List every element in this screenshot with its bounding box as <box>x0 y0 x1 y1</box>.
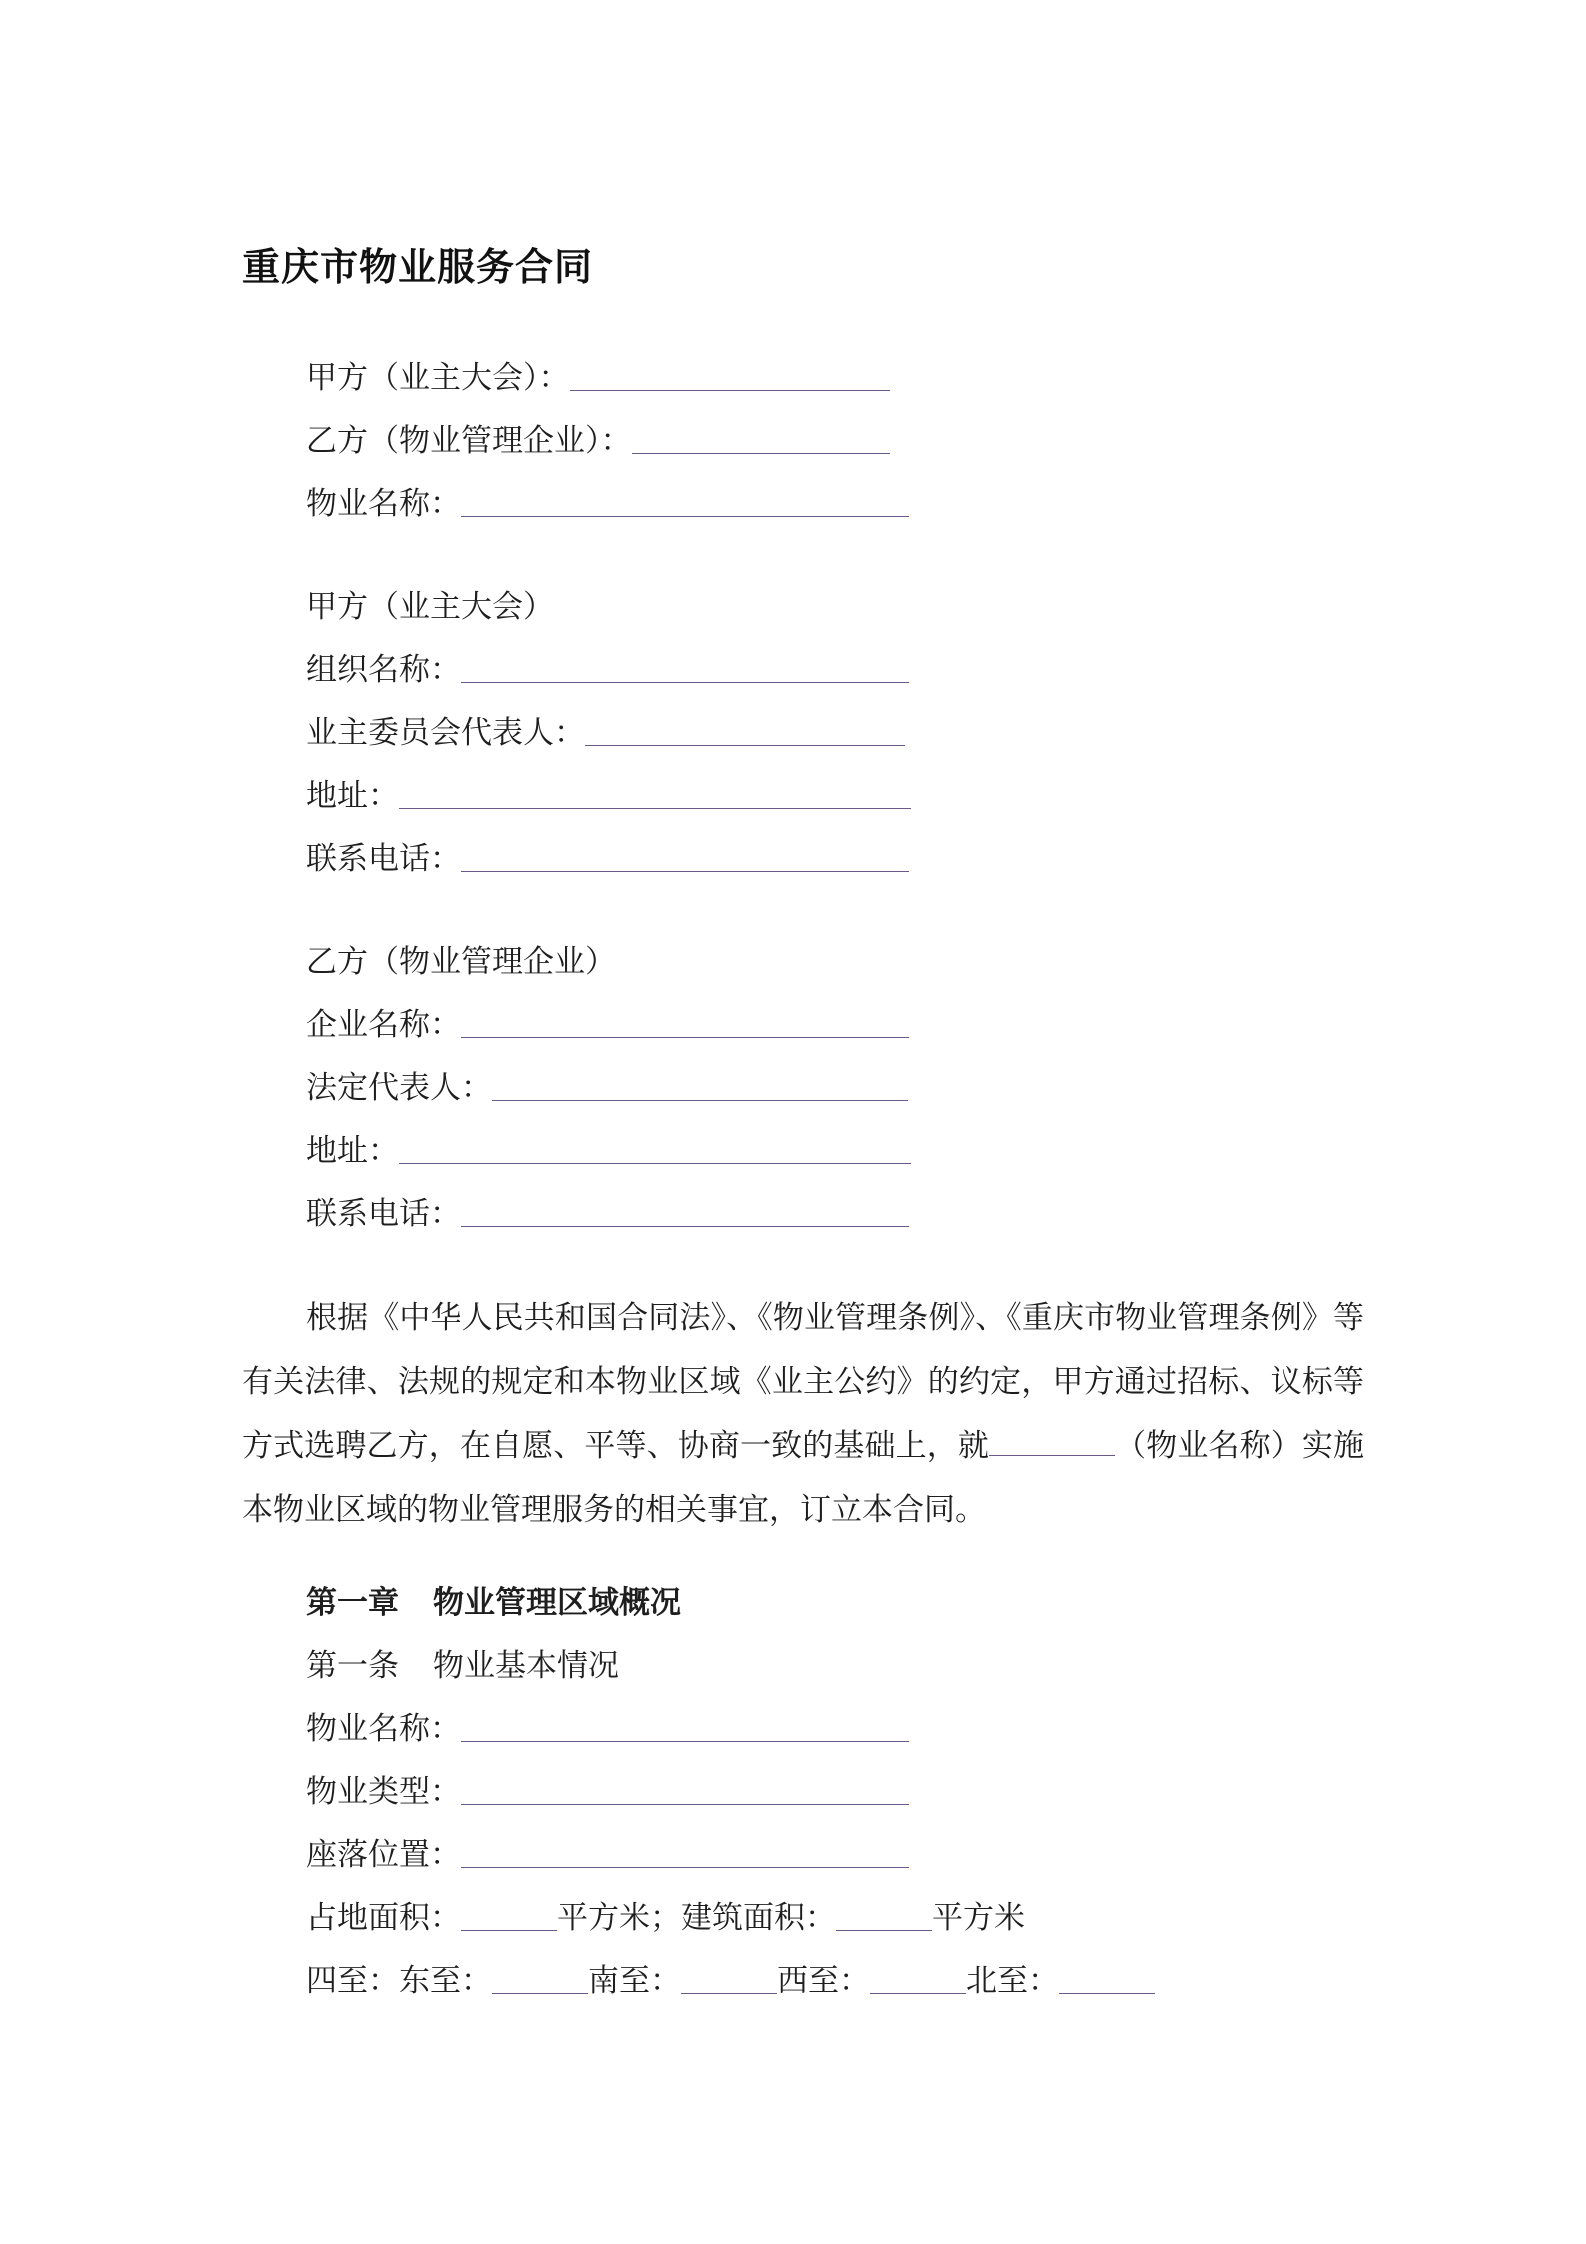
fill-in-blank[interactable] <box>461 652 909 683</box>
fill-in-blank[interactable] <box>836 1900 932 1931</box>
party-a-phone-field <box>306 837 909 881</box>
party-b-phone-field <box>306 1192 909 1236</box>
article-number: 第一条 <box>306 1648 399 1684</box>
fill-in-blank[interactable] <box>681 1963 777 1994</box>
party-b-heading: 乙方（物业管理企业） <box>306 944 616 980</box>
field-label: 联系电话： <box>306 1196 461 1232</box>
property-type-field <box>306 1770 909 1814</box>
document-title: 重庆市物业服务合同 <box>242 245 594 289</box>
west-label: 西至： <box>777 1963 870 1999</box>
fill-in-blank[interactable] <box>461 841 909 872</box>
bounds-label: 四至： <box>306 1963 399 1999</box>
land-area-label: 占地面积： <box>306 1900 461 1936</box>
field-label: 座落位置： <box>306 1837 461 1873</box>
article-title: 物业基本情况 <box>433 1648 619 1684</box>
party-a-org-name-field <box>306 648 909 692</box>
party-b-company-name-field <box>306 1003 909 1047</box>
fill-in-blank[interactable] <box>870 1963 966 1994</box>
land-area-unit: 平方米； <box>557 1900 681 1936</box>
field-label: 物业类型： <box>306 1774 461 1810</box>
fill-in-blank[interactable] <box>632 423 890 454</box>
field-label: 地址： <box>306 778 399 814</box>
fill-in-blank[interactable] <box>461 1007 909 1038</box>
property-name-field <box>306 1707 909 1751</box>
fill-in-blank[interactable] <box>461 1900 557 1931</box>
fill-in-blank[interactable] <box>585 715 905 746</box>
chapter-heading <box>306 1581 681 1625</box>
fill-in-blank[interactable] <box>1059 1963 1155 1994</box>
fill-in-blank[interactable] <box>461 1196 909 1227</box>
party-b-legal-rep-field <box>306 1066 908 1110</box>
fill-in-blank[interactable] <box>492 1070 908 1101</box>
field-label: 业主委员会代表人： <box>306 715 585 751</box>
article-heading <box>306 1644 619 1688</box>
preamble-text: 根据《中华人民共和国合同法》、《物业管理条例》、《重庆市物业管理条例》等有关法律、法规的规定和本物业区域《业主公约》的约定，甲方通过招标、议标等方式选聘乙方，在自愿、平等、协商一致的基础上，就 <box>242 1300 1364 1464</box>
fill-in-blank[interactable] <box>461 1711 909 1742</box>
fill-in-blank[interactable] <box>492 1963 588 1994</box>
chapter-title: 物业管理区域概况 <box>433 1585 681 1621</box>
header-property-name-field <box>306 482 909 526</box>
fill-in-blank[interactable] <box>461 1837 909 1868</box>
fill-in-blank[interactable] <box>461 1774 909 1805</box>
field-label: 甲方（业主大会）： <box>306 360 570 396</box>
east-label: 东至： <box>399 1963 492 1999</box>
boundaries-field <box>306 1959 1155 2003</box>
field-label: 乙方（物业管理企业）： <box>306 423 632 459</box>
build-area-label: 建筑面积： <box>681 1900 836 1936</box>
south-label: 南至： <box>588 1963 681 1999</box>
field-label: 物业名称： <box>306 486 461 522</box>
preamble-text: （物业名称）实施本物业区域的物业管理服务的相关事宜，订立本合同。 <box>242 1428 1364 1528</box>
field-label: 法定代表人： <box>306 1070 492 1106</box>
field-label: 组织名称： <box>306 652 461 688</box>
fill-in-blank[interactable] <box>399 778 911 809</box>
chapter-number: 第一章 <box>306 1585 399 1621</box>
field-label: 物业名称： <box>306 1711 461 1747</box>
fill-in-blank[interactable] <box>399 1133 911 1164</box>
header-party-b-field <box>306 419 890 463</box>
field-label: 联系电话： <box>306 841 461 877</box>
fill-in-blank[interactable] <box>570 360 890 391</box>
fill-in-blank[interactable] <box>461 486 909 517</box>
area-field <box>306 1896 1025 1940</box>
north-label: 北至： <box>966 1963 1059 1999</box>
party-b-address-field <box>306 1129 911 1173</box>
preamble-paragraph <box>242 1286 1364 1542</box>
field-label: 企业名称： <box>306 1007 461 1043</box>
fill-in-blank[interactable] <box>989 1427 1115 1456</box>
party-a-address-field <box>306 774 911 818</box>
party-a-heading: 甲方（业主大会） <box>306 589 554 625</box>
header-party-a-field <box>306 356 890 400</box>
property-location-field <box>306 1833 909 1877</box>
build-area-unit: 平方米 <box>932 1900 1025 1936</box>
party-a-representative-field <box>306 711 905 755</box>
field-label: 地址： <box>306 1133 399 1169</box>
